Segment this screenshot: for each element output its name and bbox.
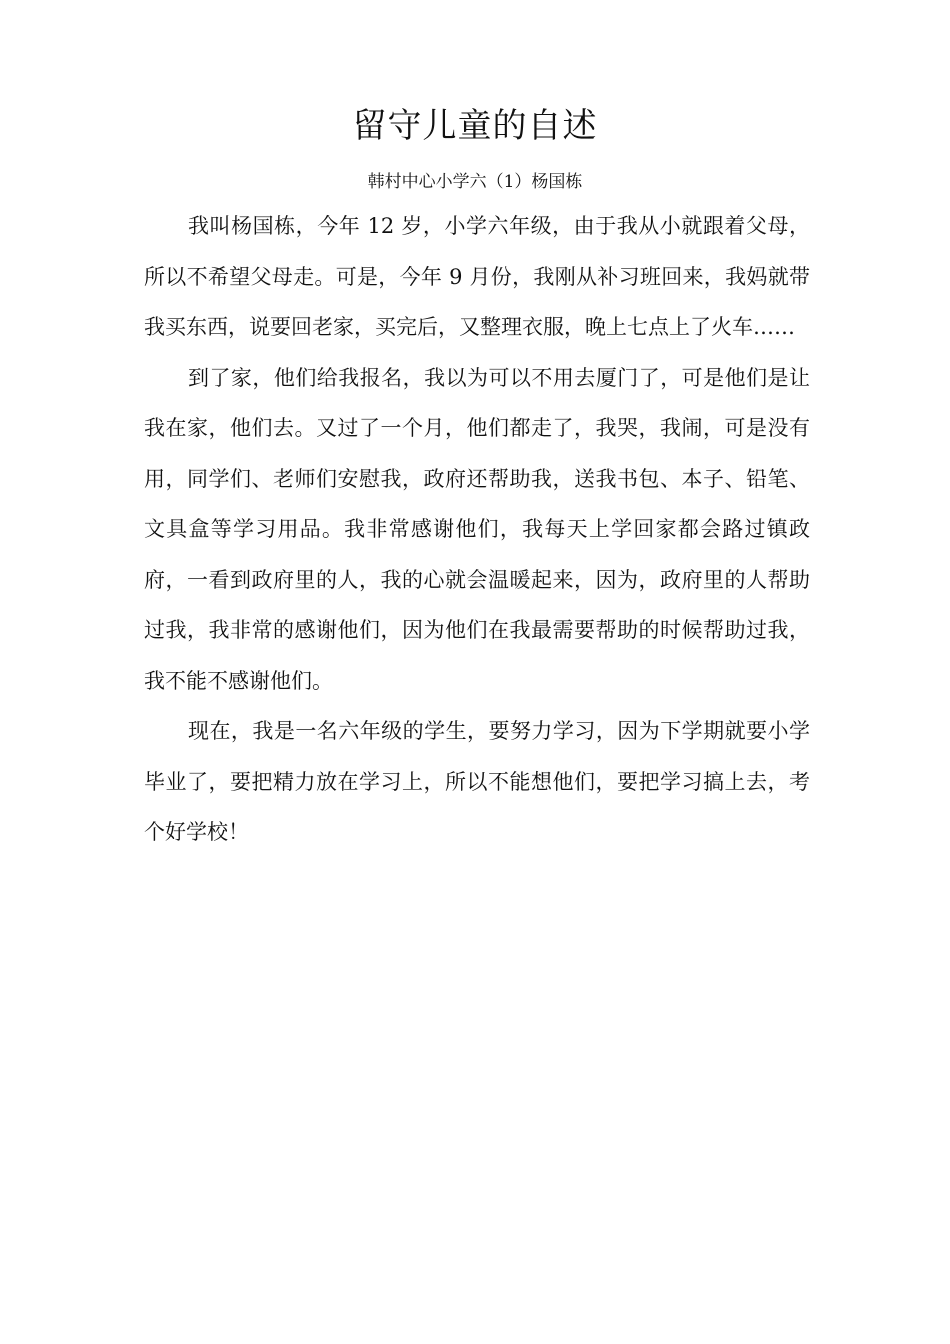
paragraph-1: 我叫杨国栋，今年 12 岁，小学六年级，由于我从小就跟着父母，所以不希望父母走。可是，今年 9 月份，我刚从补习班回来，我妈就带我买东西，说要回老家，买完后，又整理衣服，晚上七点上了火车…… [144, 214, 810, 339]
essay-body [144, 201, 810, 858]
paragraph-3: 现在，我是一名六年级的学生，要努力学习，因为下学期就要小学毕业了，要把精力放在学习上，所以不能想他们，要把学习搞上去，考个好学校！ [144, 719, 810, 844]
author-byline: 韩村中心小学六（1）杨国栋 [367, 172, 583, 192]
page-title: 留守儿童的自述 [352, 106, 598, 146]
paragraph-2: 到了家，他们给我报名，我以为可以不用去厦门了，可是他们是让我在家，他们去。又过了一个月，他们都走了，我哭，我闹，可是没有用，同学们、老师们安慰我，政府还帮助我，送我书包、本子、铅笔、文具盒等学习用品。我非常感谢他们，我每天上学回家都会路过镇政府，一看到政府里的人，我的心就会温暖起来，因为，政府里的人帮助过我，我非常的感谢他们，因为他们在我最需要帮助的时候帮助过我，我不能不感谢他们。 [144, 365, 810, 693]
